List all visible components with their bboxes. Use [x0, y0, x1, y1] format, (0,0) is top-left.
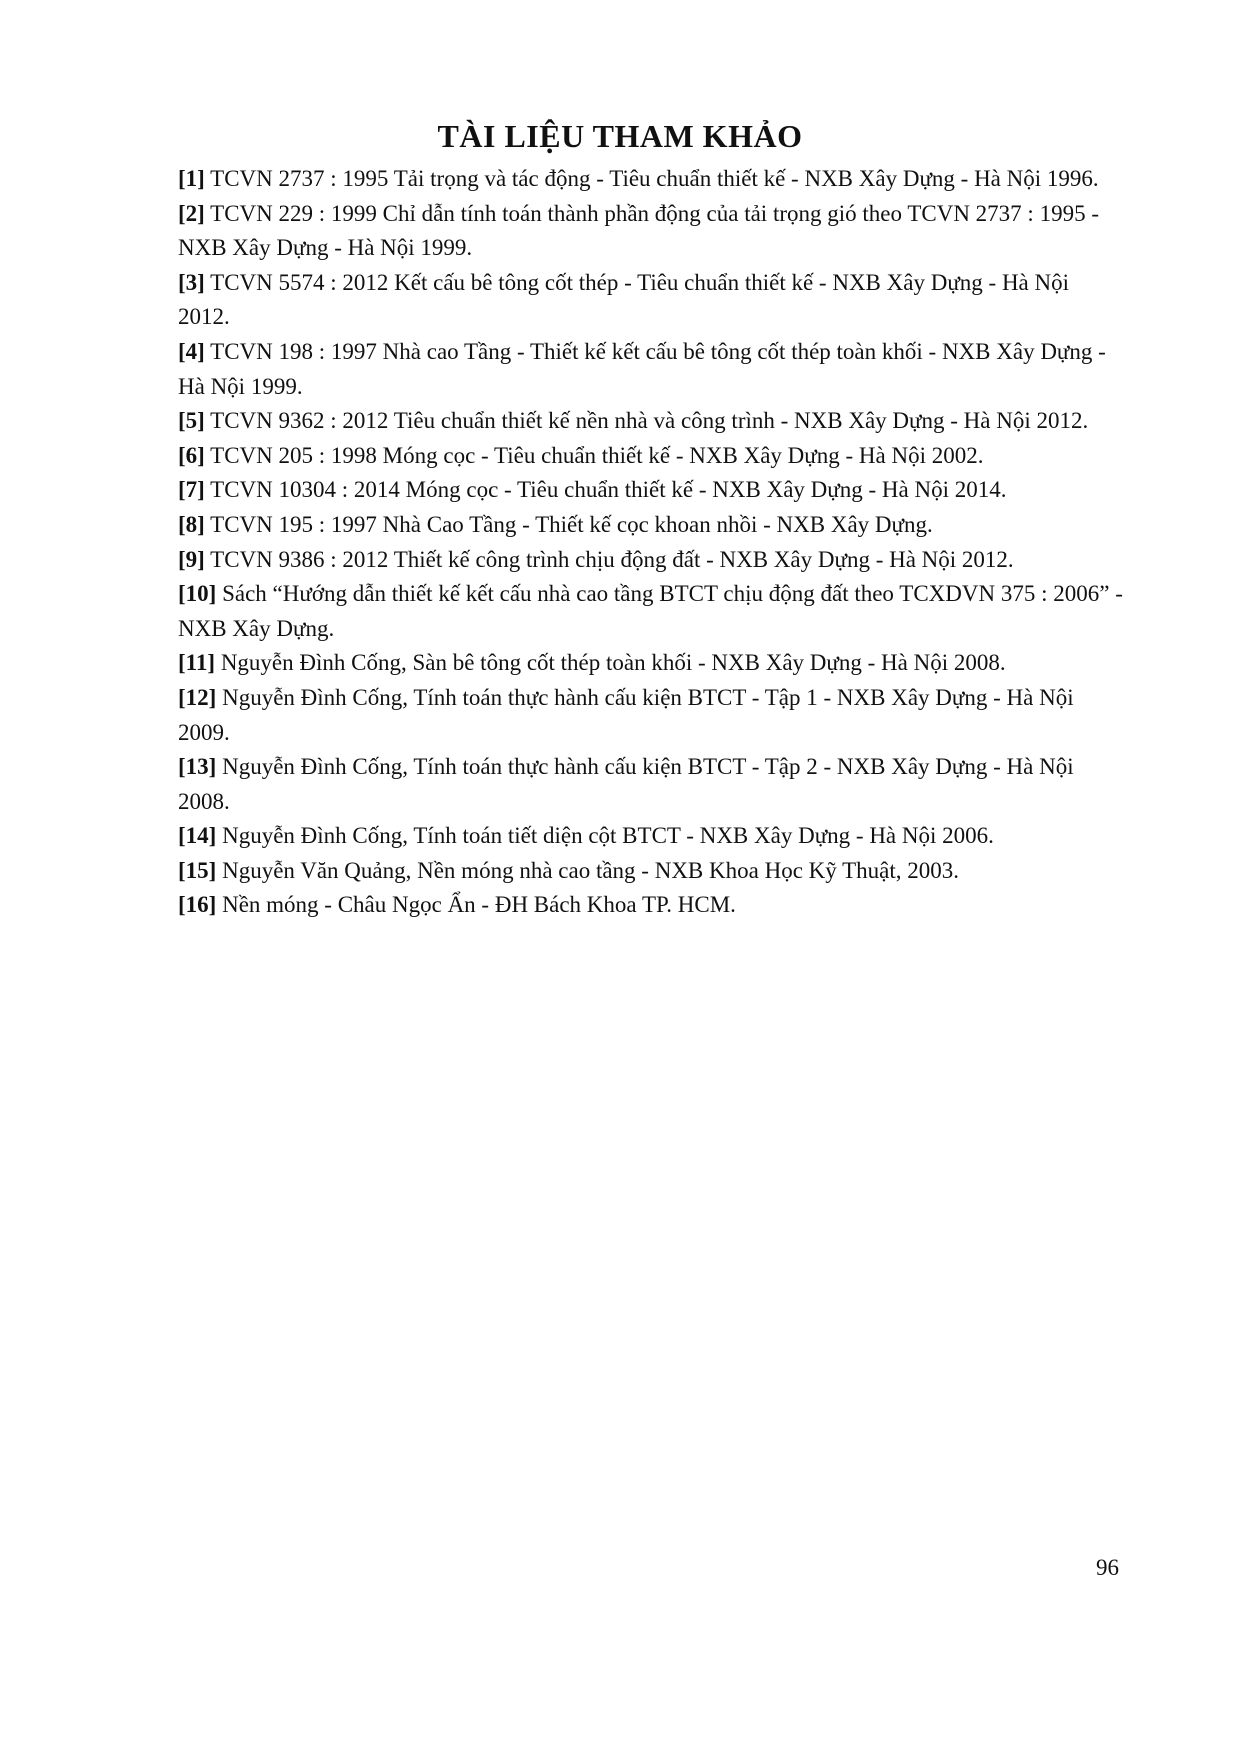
reference-item — [178, 473, 1126, 508]
reference-text: Nguyễn Đình Cống, Tính toán tiết diện cột BTCT - NXB Xây Dựng - Hà Nội 2006. — [216, 823, 994, 849]
reference-text: Nguyễn Đình Cống, Tính toán thực hành cấu kiện BTCT - Tập 2 - NXB Xây Dựng - Hà Nội 2008. — [178, 754, 1074, 814]
reference-item — [178, 854, 1126, 889]
reference-number: [9] — [178, 546, 205, 572]
reference-item — [178, 266, 1126, 335]
reference-number: [7] — [178, 477, 205, 503]
reference-number: [11] — [178, 650, 216, 676]
reference-item — [178, 197, 1126, 266]
reference-number: [8] — [178, 511, 205, 537]
reference-text: TCVN 205 : 1998 Móng cọc - Tiêu chuẩn thiết kế - NXB Xây Dựng - Hà Nội 2002. — [204, 442, 984, 468]
reference-number: [16] — [178, 892, 217, 918]
reference-text: TCVN 2737 : 1995 Tải trọng và tác động - Tiêu chuẩn thiết kế - NXB Xây Dựng - Hà Nội 1996. — [204, 166, 1099, 191]
reference-text: Sách “Hướng dẫn thiết kế kết cấu nhà cao tầng BTCT chịu động đất theo TCXDVN 375 : 2006” - NXB Xây Dựng. — [178, 581, 1123, 641]
reference-number: [6] — [178, 442, 205, 468]
reference-text: Nền móng - Châu Ngọc Ẩn - ĐH Bách Khoa TP. HCM. — [216, 892, 736, 918]
reference-number: [14] — [178, 823, 217, 849]
reference-item — [178, 162, 1126, 197]
reference-number: [3] — [178, 269, 205, 295]
reference-item — [178, 577, 1126, 646]
reference-item — [178, 750, 1126, 819]
reference-item — [178, 508, 1126, 543]
reference-text: TCVN 198 : 1997 Nhà cao Tầng - Thiết kế kết cấu bê tông cốt thép toàn khối - NXB Xây Dựng - Hà Nội 1999. — [178, 338, 1106, 399]
reference-number: [4] — [178, 338, 205, 364]
page-title: TÀI LIỆU THAM KHẢO — [437, 118, 803, 154]
reference-number: [13] — [178, 754, 217, 780]
reference-text: Nguyễn Đình Cống, Sàn bê tông cốt thép toàn khối - NXB Xây Dựng - Hà Nội 2008. — [215, 650, 1006, 676]
reference-text: TCVN 195 : 1997 Nhà Cao Tầng - Thiết kế cọc khoan nhồi - NXB Xây Dựng. — [204, 511, 933, 537]
reference-item — [178, 888, 1126, 923]
reference-text: TCVN 5574 : 2012 Kết cấu bê tông cốt thép - Tiêu chuẩn thiết kế - NXB Xây Dựng - Hà Nội 2012. — [178, 269, 1070, 330]
reference-number: [10] — [178, 581, 217, 607]
reference-number: [5] — [178, 408, 205, 434]
reference-number: [15] — [178, 857, 217, 883]
reference-item — [178, 681, 1126, 750]
reference-text: TCVN 9362 : 2012 Tiêu chuẩn thiết kế nền nhà và công trình - NXB Xây Dựng - Hà Nội 2012. — [204, 408, 1089, 434]
reference-item — [178, 543, 1126, 578]
reference-item — [178, 819, 1126, 854]
reference-item — [178, 646, 1126, 681]
reference-item — [178, 404, 1126, 439]
reference-number: [12] — [178, 684, 217, 710]
reference-number: [1] — [178, 166, 205, 191]
reference-text: TCVN 10304 : 2014 Móng cọc - Tiêu chuẩn thiết kế - NXB Xây Dựng - Hà Nội 2014. — [204, 477, 1007, 503]
reference-item — [178, 439, 1126, 474]
reference-item — [178, 335, 1126, 404]
reference-text: Nguyễn Đình Cống, Tính toán thực hành cấu kiện BTCT - Tập 1 - NXB Xây Dựng - Hà Nội 2009. — [178, 684, 1074, 745]
reference-number: [2] — [178, 200, 205, 226]
reference-text: TCVN 9386 : 2012 Thiết kế công trình chịu động đất - NXB Xây Dựng - Hà Nội 2012. — [204, 546, 1014, 572]
reference-list — [178, 162, 1126, 923]
page-number: 96 — [1096, 1555, 1119, 1580]
reference-text: TCVN 229 : 1999 Chỉ dẫn tính toán thành phần động của tải trọng gió theo TCVN 2737 : 1995 - NXB Xây Dựng - Hà Nội 1999. — [178, 200, 1099, 261]
reference-text: Nguyễn Văn Quảng, Nền móng nhà cao tầng - NXB Khoa Học Kỹ Thuật, 2003. — [216, 857, 959, 883]
